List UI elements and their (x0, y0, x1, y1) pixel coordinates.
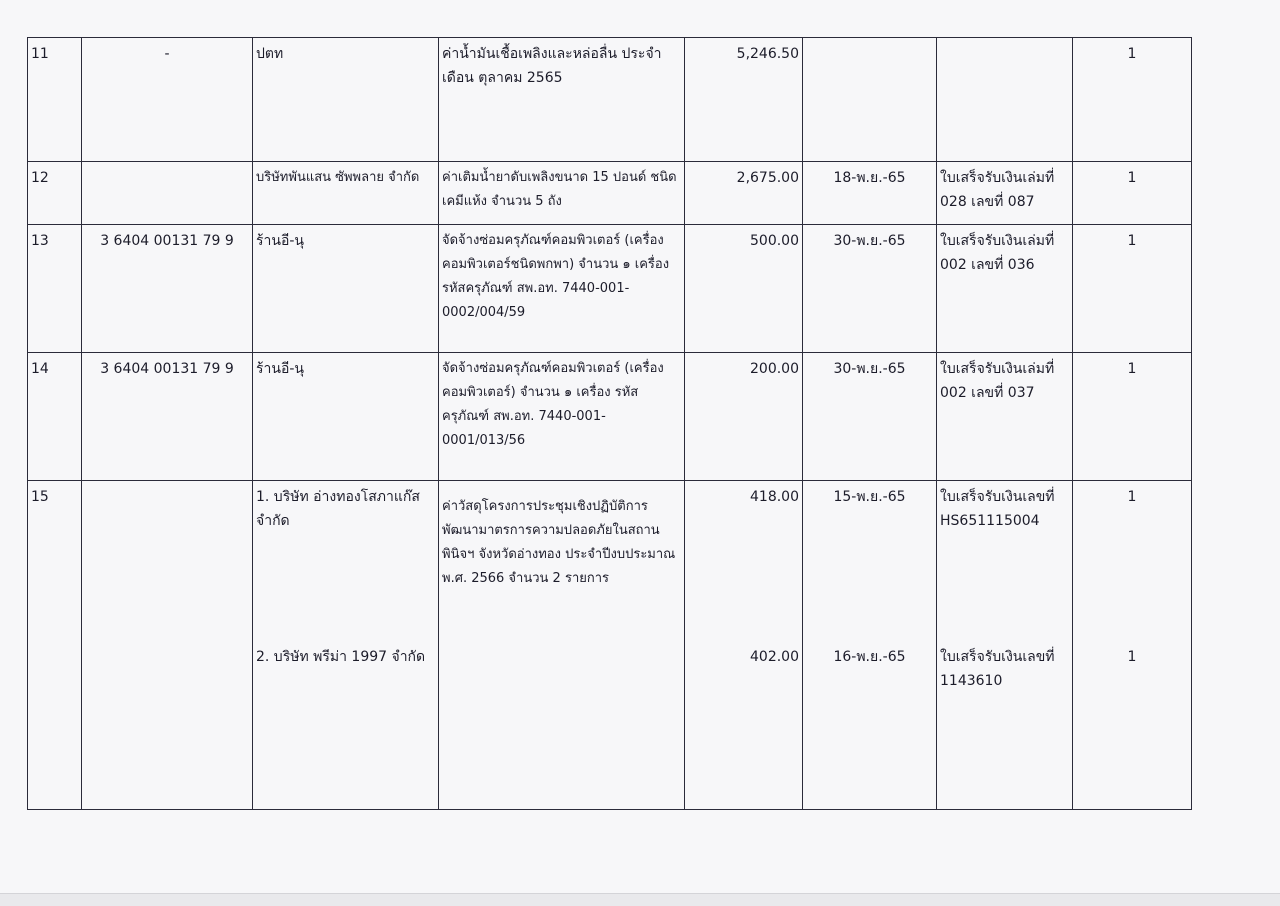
table-row (28, 353, 1192, 481)
item-description (439, 481, 685, 810)
amount-1: 418.00 (750, 489, 799, 505)
item-description: จัดจ้างซ่อมครุภัณฑ์คอมพิวเตอร์ (เครื่องคอมพิวเตอร์) จำนวน ๑ เครื่อง รหัสครุภัณฑ์ สพ.อท. 7440-001-0001/013/56 (439, 353, 685, 481)
date-1: 15-พ.ย.-65 (833, 489, 906, 505)
receipt-reference (937, 38, 1073, 162)
table-row (28, 225, 1192, 353)
tax-id: 3 6404 00131 79 9 (82, 225, 253, 353)
row-number: 11 (28, 38, 82, 162)
quantity: 1 (1073, 225, 1192, 353)
vendor-name: ร้านอี-นุ (253, 225, 439, 353)
date: 30-พ.ย.-65 (803, 225, 937, 353)
tax-id: 3 6404 00131 79 9 (82, 353, 253, 481)
date: 18-พ.ย.-65 (803, 162, 937, 225)
vendor-name-1: 1. บริษัท อ่างทองโสภาแก๊ส จำกัด (256, 489, 420, 529)
quantity: 1 (1073, 353, 1192, 481)
date-cell (803, 481, 937, 810)
vendor-name: ร้านอี-นุ (253, 353, 439, 481)
quantity-cell (1073, 481, 1192, 810)
item-description: ค่าเติมน้ำยาดับเพลิงขนาด 15 ปอนด์ ชนิดเคมีแห้ง จำนวน 5 ถัง (439, 162, 685, 225)
receipt-cell (937, 481, 1073, 810)
quantity-1: 1 (1127, 489, 1137, 505)
item-description: จัดจ้างซ่อมครุภัณฑ์คอมพิวเตอร์ (เครื่องคอมพิวเตอร์ชนิดพกพา) จำนวน ๑ เครื่อง รหัสครุภัณฑ์ สพ.อท. 7440-001-0002/004/59 (439, 225, 685, 353)
amount-cell (685, 481, 803, 810)
receipt-reference: ใบเสร็จรับเงินเล่มที่ 002 เลขที่ 037 (937, 353, 1073, 481)
row-number: 14 (28, 353, 82, 481)
vendor-cell (253, 481, 439, 810)
row-number: 15 (28, 481, 82, 810)
quantity: 1 (1073, 38, 1192, 162)
tax-id (82, 162, 253, 225)
expense-table (27, 37, 1192, 810)
vendor-name: บริษัทพันแสน ซัพพลาย จำกัด (253, 162, 439, 225)
vendor-name-2: 2. บริษัท พรีม่า 1997 จำกัด (256, 649, 426, 665)
table-row (28, 481, 1192, 810)
page-bottom-edge (0, 893, 1280, 906)
tax-id: - (82, 38, 253, 162)
tax-id (82, 481, 253, 810)
date-2: 16-พ.ย.-65 (833, 649, 906, 665)
item-description: ค่าน้ำมันเชื้อเพลิงและหล่อลื่น ประจำเดือน ตุลาคม 2565 (439, 38, 685, 162)
row-number: 13 (28, 225, 82, 353)
quantity: 1 (1073, 162, 1192, 225)
date (803, 38, 937, 162)
receipt-reference-1: ใบเสร็จรับเงินเลขที่ HS651115004 (940, 489, 1055, 529)
date: 30-พ.ย.-65 (803, 353, 937, 481)
amount: 200.00 (685, 353, 803, 481)
table-row (28, 162, 1192, 225)
receipt-reference: ใบเสร็จรับเงินเล่มที่ 028 เลขที่ 087 (937, 162, 1073, 225)
amount: 5,246.50 (685, 38, 803, 162)
quantity-2: 1 (1127, 649, 1137, 665)
vendor-name: ปตท (253, 38, 439, 162)
table-row (28, 38, 1192, 162)
amount-2: 402.00 (750, 649, 799, 665)
item-description-text: ค่าวัสดุโครงการประชุมเชิงปฏิบัติการพัฒนามาตรการความปลอดภัยในสถานพินิจฯ จังหวัดอ่างทอง ประจำปีงบประมาณ พ.ศ. 2566 จำนวน 2 รายการ (442, 499, 676, 586)
amount: 2,675.00 (685, 162, 803, 225)
row-number: 12 (28, 162, 82, 225)
receipt-reference-2: ใบเสร็จรับเงินเลขที่ 1143610 (940, 649, 1055, 689)
amount: 500.00 (685, 225, 803, 353)
receipt-reference: ใบเสร็จรับเงินเล่มที่ 002 เลขที่ 036 (937, 225, 1073, 353)
